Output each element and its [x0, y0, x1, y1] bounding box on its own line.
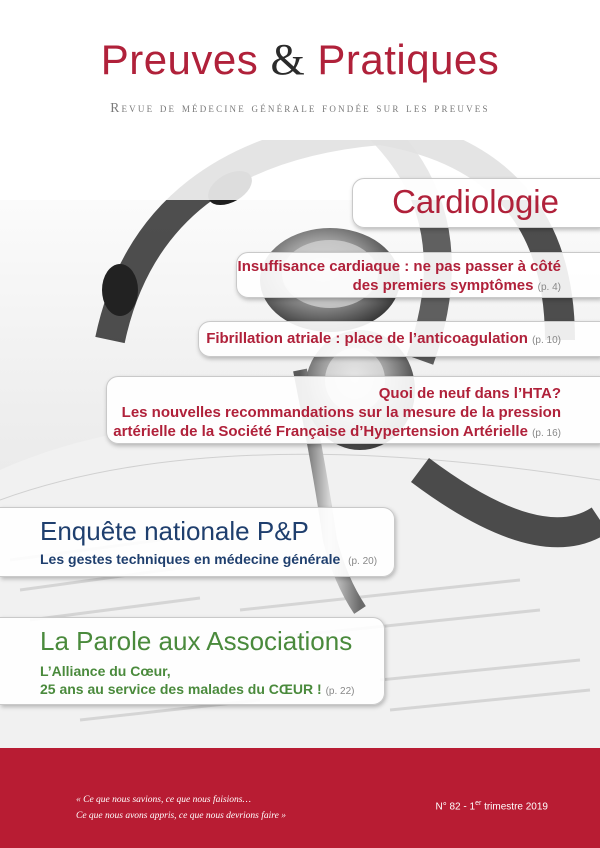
enquete-page: (p. 20): [348, 556, 378, 567]
article-1-line-1: Insuffisance cardiaque : ne pas passer à côté: [237, 258, 561, 275]
parole-heading: La Parole aux Associations: [40, 626, 353, 656]
article-3-line-2: Les nouvelles recommandations sur la mesure de la pression: [121, 404, 561, 421]
article-insuffisance-cardiaque[interactable]: [236, 252, 600, 298]
footer-quote-line-2: Ce que nous avons appris, ce que nous devrions faire »: [76, 811, 286, 821]
article-2-page: (p. 10): [532, 335, 561, 346]
section-parole-associations[interactable]: [0, 617, 385, 705]
article-3-line-3: artérielle de la Société Française d’Hypertension Artérielle: [113, 423, 528, 440]
issue-number: [435, 800, 548, 812]
title-preuves: Preuves: [100, 36, 259, 83]
journal-subtitle: Revue de médecine générale fondée sur les preuves: [110, 100, 490, 115]
title-pratiques: Pratiques: [317, 36, 500, 83]
footer-quote: [76, 792, 286, 824]
article-1-page: (p. 4): [537, 282, 561, 293]
article-3-page: (p. 16): [532, 428, 561, 439]
article-fibrillation-atriale[interactable]: [198, 321, 600, 357]
issue-suffix: trimestre 2019: [481, 801, 548, 813]
parole-line-1: L’Alliance du Cœur,: [40, 663, 171, 679]
parole-line-2: 25 ans au service des malades du CŒUR !: [40, 681, 322, 697]
parole-page: (p. 22): [325, 686, 355, 697]
section-enquete-nationale[interactable]: [0, 507, 395, 577]
enquete-subtitle: Les gestes techniques en médecine générale: [40, 551, 341, 567]
title-ampersand: &: [270, 35, 306, 84]
enquete-heading: Enquête nationale P&P: [40, 516, 309, 546]
section-cardiologie-label: Cardiologie: [392, 183, 559, 220]
article-3-line-1: Quoi de neuf dans l’HTA?: [378, 385, 561, 402]
journal-title: [0, 34, 600, 85]
issue-prefix: N° 82 - 1: [435, 801, 476, 813]
issue-sup: er: [475, 800, 482, 807]
footer-band: [0, 748, 600, 848]
article-hta[interactable]: [106, 376, 600, 444]
footer-quote-line-1: « Ce que nous savions, ce que nous faisions…: [76, 795, 251, 805]
article-1-line-2: des premiers symptômes: [352, 277, 534, 294]
masthead: [0, 0, 600, 150]
article-2-line-1: Fibrillation atriale : place de l’anticoagulation: [206, 330, 528, 347]
section-cardiologie: [352, 178, 600, 228]
